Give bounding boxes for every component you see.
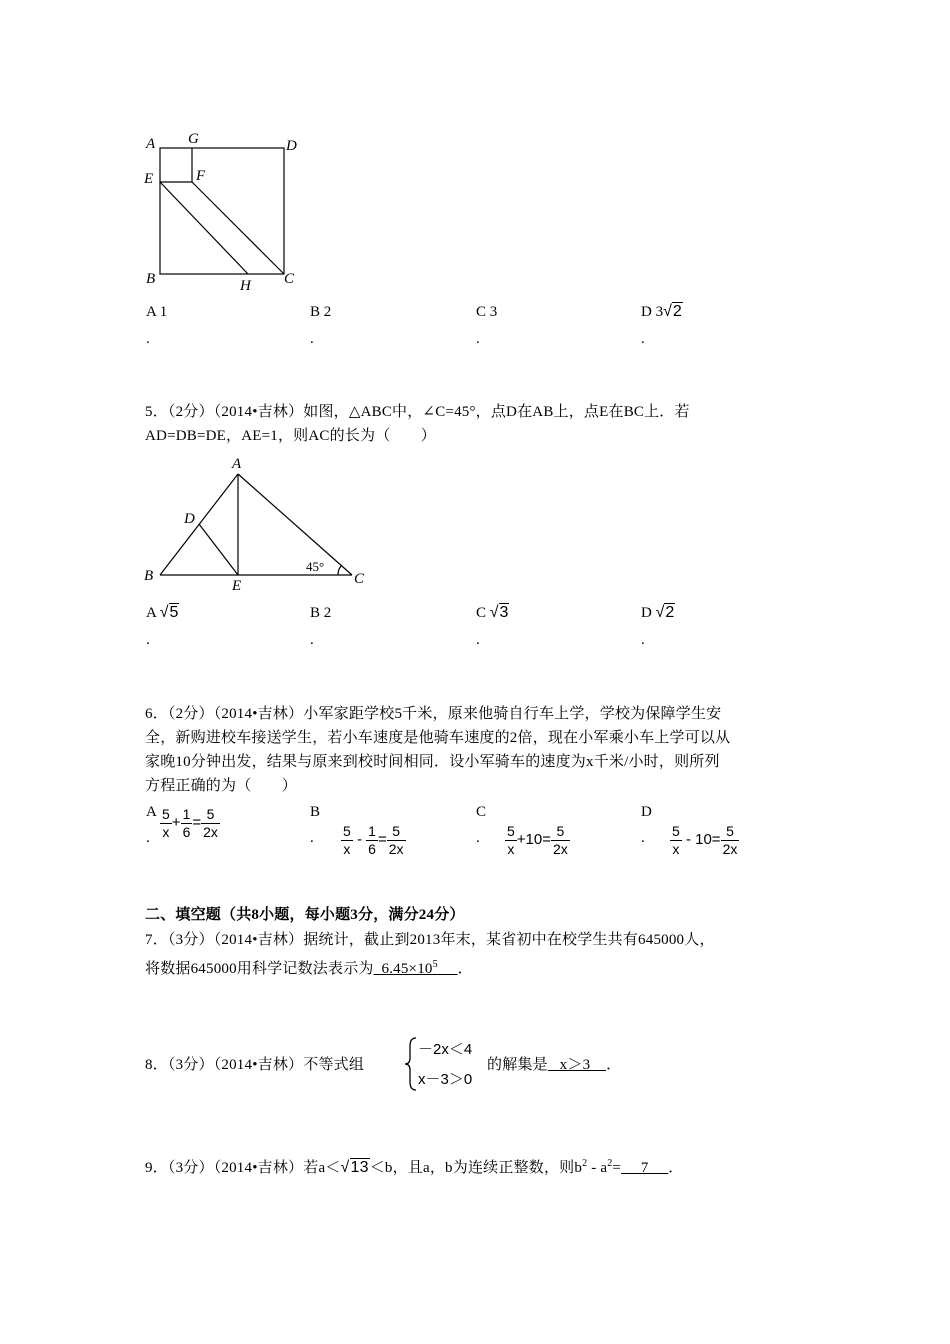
q4-option-a[interactable]: A 1 [146, 304, 168, 320]
q8-answer: x＞3 [547, 1057, 607, 1073]
fraction: $\frac{5}{x}$ [162, 806, 170, 840]
q5-label-c: C [354, 571, 365, 587]
q5-label-e: E [232, 578, 242, 594]
q5-dot-c: . [476, 632, 480, 648]
q4-dot-a: . [146, 331, 150, 347]
q5-angle-label: 45° [306, 559, 325, 574]
q5-triangle-figure [140, 452, 380, 597]
q4-label-d: D [286, 138, 297, 154]
q5-label-b: B [144, 568, 154, 584]
q9-text: 9．（3分）（2014•吉林）若a＜√13＜b，且a，b为连续正整数，则$b^2 - a^2=$ 7 ． [145, 1158, 684, 1176]
q5-text-line2: AD=DB=DE，AE=1，则AC的长为（ ） [145, 428, 437, 444]
fraction: $\frac{5}{x}$ [672, 823, 680, 857]
q4-dot-b: . [310, 331, 314, 347]
q4-label-a: A [146, 136, 156, 152]
sqrt-symbol: √13 [340, 1159, 369, 1176]
q5-option-d[interactable]: D √2 [641, 604, 675, 621]
sqrt-symbol: √5 [159, 604, 179, 621]
q7-text-line2: 将数据645000用科学记数法表示为 $6.45\times 10^5$ ． [145, 959, 473, 977]
q4-dot-d: . [641, 331, 645, 347]
fraction: $\frac{1}{6}$ [182, 806, 191, 840]
brace-icon [404, 1036, 418, 1092]
fraction: $\frac{5}{2x}$ [553, 823, 568, 857]
q8-inequality-1: －2x＜4 [418, 1041, 473, 1058]
q5-text-line1: 5．（2分）（2014•吉林）如图，△ABC中，∠C=45°，点D在AB上，点E在BC上．若 [145, 404, 690, 420]
sqrt-symbol: √2 [663, 303, 682, 320]
q4-option-c[interactable]: C 3 [476, 304, 498, 320]
q4-label-e: E [144, 171, 154, 187]
fraction: $\frac{5}{x}$ [507, 823, 515, 857]
q4-dot-c: . [476, 331, 480, 347]
q4-label-h: H [240, 278, 251, 294]
sqrt-symbol: √2 [655, 604, 675, 621]
q5-dot-d: . [641, 632, 645, 648]
q4-option-b[interactable]: B 2 [310, 304, 332, 320]
q6-text-line4: 方程正确的为（ ） [145, 778, 298, 794]
q5-segment-de [199, 524, 238, 575]
q8-text-pre: 8．（3分）（2014•吉林）不等式组 [145, 1057, 365, 1073]
q8-inequality-2: x－3＞0 [418, 1071, 473, 1088]
q6-text-line2: 全，新购进校车接送学生，若小车速度是他骑车速度的2倍，现在小军乘小车上学可以从 [145, 730, 731, 746]
q5-segment-ac [238, 474, 352, 575]
q5-option-a[interactable]: A √5 [146, 604, 179, 621]
fraction: $\frac{5}{2x}$ [722, 823, 738, 857]
q6-text-line3: 家晚10分钟出发，结果与原来到校时间相同．设小军骑车的速度为x千米/小时，则所列 [145, 754, 720, 770]
q5-option-c[interactable]: C √3 [476, 604, 509, 621]
q7-text-line1: 7．（3分）（2014•吉林）据统计，截止到2013年末，某省初中在校学生共有645000人， [145, 932, 715, 948]
q5-angle-arc [338, 566, 341, 575]
q4-segment-fc [192, 182, 284, 274]
fraction: $\frac{5}{x}$ [343, 823, 351, 857]
section-heading: 二、填空题（共8小题，每小题3分，满分24分） [145, 907, 465, 923]
q6-text-line1: 6．（2分）（2014•吉林）小军家距学校5千米，原来他骑自行车上学，学校为保障学生安 [145, 706, 722, 722]
q4-option-d[interactable]: D 3√2 [641, 303, 682, 320]
q4-label-c: C [284, 271, 295, 287]
fraction: $\frac{5}{2x}$ [388, 823, 404, 857]
fraction: $\frac{1}{6}$ [368, 823, 376, 857]
q8-text-post: 的解集是 x＞3 ． [487, 1057, 622, 1073]
q5-dot-b: . [310, 632, 314, 648]
q5-label-d: D [184, 511, 195, 527]
q4-square-figure [140, 128, 310, 298]
q4-label-f: F [196, 168, 206, 184]
q7-answer: $6.45\times 10^5$ [373, 959, 438, 977]
fraction: $\frac{5}{2x}$ [203, 806, 218, 840]
q4-label-g: G [188, 131, 199, 147]
q9-answer: 7 [621, 1160, 669, 1176]
sqrt-symbol: √3 [489, 604, 509, 621]
q4-label-b: B [146, 271, 156, 287]
q5-label-a: A [232, 456, 242, 472]
q4-segment-eh [160, 182, 248, 274]
q5-option-b[interactable]: B 2 [310, 605, 332, 621]
q5-dot-a: . [146, 632, 150, 648]
